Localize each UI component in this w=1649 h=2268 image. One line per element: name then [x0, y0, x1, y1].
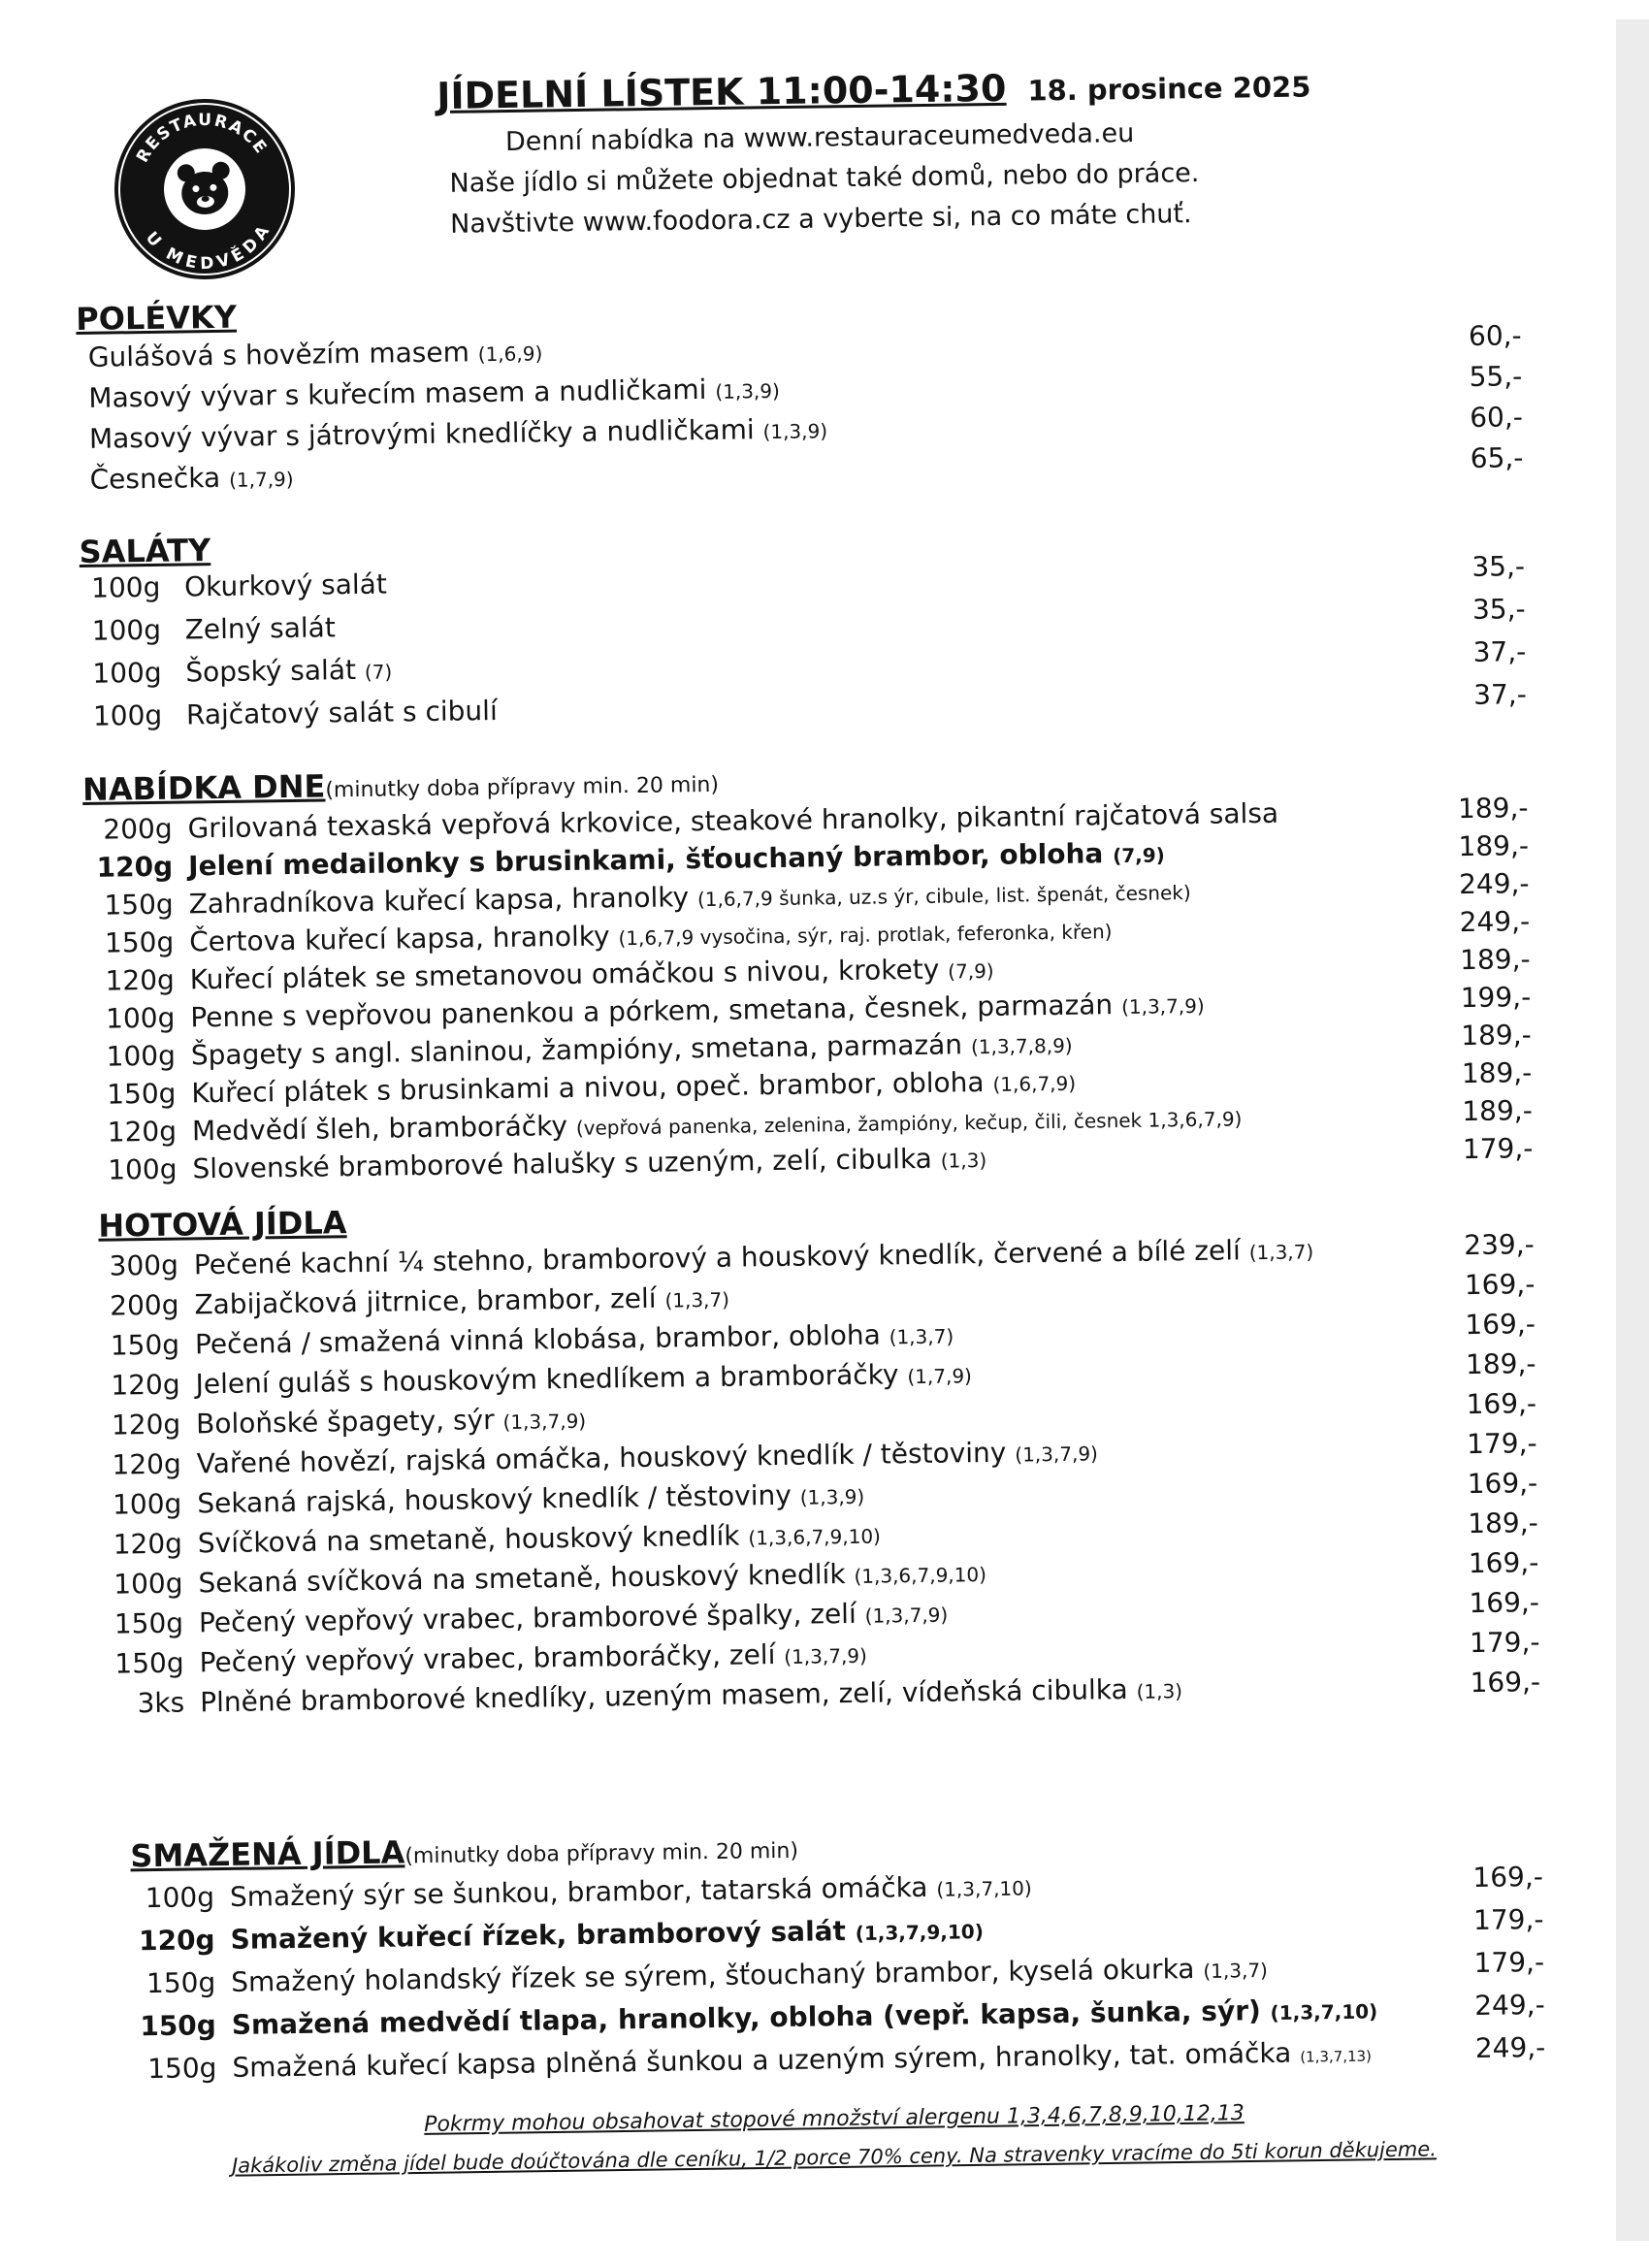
- item-price: 35,-: [1471, 593, 1526, 626]
- section-title-text: NABÍDKA DNE: [81, 767, 326, 808]
- item-allergens: (1,3,7,9): [864, 1603, 949, 1628]
- item-qty: 150g: [114, 1646, 184, 1680]
- item-name: Jelení medailonky s brusinkami, šťouchaný brambor, obloha (7,9): [187, 837, 1165, 883]
- menu-header: [369, 63, 1311, 240]
- menu-date: 18. prosince 2025: [1027, 70, 1311, 108]
- item-price: 199,-: [1460, 981, 1532, 1015]
- item-name: Smažená medvědí tlapa, hranolky, obloha (vepř. kapsa, šunka, sýr) (1,3,7,10): [231, 1994, 1378, 2041]
- item-allergens: (1,3,7,8,9): [970, 1033, 1073, 1059]
- item-qty: 150g: [147, 2052, 217, 2086]
- item-allergens: (1,3,7,9,10): [855, 1920, 985, 1945]
- item-qty: 100g: [108, 1152, 178, 1186]
- item-allergens: (vepřová panenka, zelenina, žampióny, kečup, čili, česnek 1,3,6,7,9): [575, 1107, 1243, 1140]
- header-line-2: Naše jídlo si můžete objednat také domů, nebo do práce.: [449, 158, 1200, 199]
- section-note: (minutky doba přípravy min. 20 min): [325, 772, 720, 803]
- item-qty: 120g: [111, 1368, 180, 1402]
- item-price: 35,-: [1471, 550, 1526, 583]
- item-allergens: (1,3,9): [762, 419, 828, 444]
- header-line-1: Denní nabídka na www.restauraceumedveda.eu: [504, 117, 1135, 158]
- item-qty: 120g: [138, 1924, 215, 1958]
- item-allergens: (1,3,7): [1248, 1240, 1314, 1265]
- item-price: 65,-: [1470, 441, 1524, 474]
- item-allergens: (1,3,7): [1203, 1959, 1269, 1983]
- item-name: Pečený vepřový vrabec, bramborové špalky, zelí (1,3,7,9): [198, 1597, 949, 1639]
- item-allergens: (1,3,7,13): [1300, 2047, 1373, 2066]
- header-line-3: Navštivte www.foodora.cz a vyberte si, na co máte chuť.: [449, 199, 1192, 240]
- item-qty: 150g: [104, 925, 175, 959]
- item-qty: 120g: [105, 963, 176, 997]
- item-name: Česnečka (1,7,9): [89, 461, 294, 496]
- item-name: Kuřecí plátek s brusinkami a nivou, opeč. brambor, obloha (1,6,7,9): [191, 1066, 1077, 1110]
- item-allergens: (1,6,7,9 vysočina, sýr, raj. protlak, feferonka, křen): [618, 920, 1113, 951]
- item-name: Masový vývar s játrovými knedlíčky a nudličkami (1,3,9): [88, 413, 828, 455]
- item-name: Gulášová s hovězím masem (1,6,9): [87, 336, 543, 373]
- menu-title-row: [436, 62, 1311, 117]
- item-name: Grilovaná texaská vepřová krkovice, steakové hranolky, pikantní rajčatová salsa: [187, 796, 1279, 845]
- item-qty: 150g: [113, 1606, 184, 1640]
- item-qty: 150g: [110, 1328, 180, 1362]
- allergen-note: Pokrmy mohou obsahovat stopové množství alergenu 1,3,4,6,7,8,9,10,12,13: [424, 2101, 1245, 2137]
- item-price: 169,-: [1470, 1666, 1541, 1700]
- item-allergens: (1,3,7): [889, 1324, 954, 1349]
- item-price: 169,-: [1466, 1387, 1537, 1421]
- item-allergens: (1,6,7,9 šunka, uz.s ýr, cibule, list. špenát, česnek): [696, 881, 1191, 912]
- item-name: Medvědí šleh, bramboráčky (vepřová panenka, zelenina, žampióny, kečup, čili, česnek 1,3,6,7,9): [191, 1107, 1243, 1148]
- item-price: 239,-: [1464, 1228, 1535, 1262]
- item-qty: 3ks: [137, 1686, 185, 1720]
- item-price: 189,-: [1461, 1019, 1532, 1053]
- item-price: 249,-: [1474, 2031, 1546, 2065]
- item-name: Kuřecí plátek se smetanovou omáčkou s nivou, krokety (7,9): [189, 953, 994, 996]
- item-price: 55,-: [1469, 360, 1523, 393]
- section-title: [98, 1204, 347, 1245]
- item-price: 169,-: [1464, 1268, 1536, 1302]
- item-price: 179,-: [1473, 1946, 1545, 1980]
- item-qty: 200g: [110, 1288, 179, 1322]
- scan-edge: [1616, 19, 1649, 2241]
- restaurant-logo: [109, 93, 302, 286]
- item-qty: 120g: [107, 1115, 178, 1149]
- item-name: Okurkový salát: [183, 567, 388, 603]
- item-name: Penne s vepřovou panenkou a pórkem, smetana, česnek, parmazán (1,3,7,9): [190, 988, 1205, 1034]
- section-salaty: [79, 513, 1528, 732]
- item-name: Zabijačková jitrnice, brambor, zelí (1,3,7): [194, 1281, 730, 1321]
- item-name: Zahradníkova kuřecí kapsa, hranolky (1,6,7,9 šunka, uz.s ýr, cibule, list. špenát, česnek): [188, 881, 1191, 921]
- item-qty: 150g: [146, 1966, 216, 2000]
- section-nabidka-dne: [81, 751, 1534, 1186]
- item-allergens: (1,3): [940, 1148, 987, 1173]
- item-name: Sekaná svíčková na smetaně, houskový knedlík (1,3,6,7,9,10): [198, 1558, 987, 1600]
- item-allergens: (7,9): [1112, 843, 1165, 868]
- item-price: 189,-: [1461, 1056, 1533, 1090]
- item-price: 169,-: [1467, 1467, 1538, 1501]
- policy-note: Jakákoliv změna jídel bude doúčtována dle ceníku, 1/2 porce 70% ceny. Na stravenky vracíme do 5ti korun děkujeme.: [231, 2137, 1438, 2178]
- item-name: Jelení guláš s houskovým knedlíkem a bramboráčky (1,7,9): [195, 1358, 973, 1401]
- item-allergens: (1,3,7,9): [1120, 993, 1205, 1020]
- item-allergens: (1,3,9): [715, 378, 781, 404]
- item-allergens: (7,9): [948, 958, 994, 984]
- section-title-text: SALÁTY: [79, 532, 211, 570]
- section-title: [82, 762, 719, 808]
- item-name: Rajčatový salát s cibulí: [185, 694, 498, 731]
- item-qty: 150g: [140, 2009, 217, 2043]
- section-hotova-jidla: [88, 1187, 1541, 1720]
- item-allergens: (1,3,6,7,9,10): [748, 1524, 882, 1550]
- item-price: 189,-: [1465, 1347, 1536, 1381]
- item-name: Smažený kuřecí řízek, bramborový salát (1,3,7,9,10): [230, 1915, 985, 1956]
- item-price: 189,-: [1468, 1507, 1538, 1540]
- item-qty: 120g: [111, 1408, 181, 1442]
- item-qty: 100g: [106, 1039, 177, 1073]
- section-note: (minutky doba přípravy min. 20 min): [404, 1838, 799, 1869]
- item-name: Slovenské bramborové halušky s uzeným, zelí, cibulka (1,3): [192, 1142, 987, 1185]
- item-allergens: (1,7,9): [907, 1364, 973, 1389]
- item-name: Smažená kuřecí kapsa plněná šunkou a uzeným sýrem, hranolky, tat. omáčka (1,3,7,13): [232, 2036, 1373, 2084]
- item-price: 189,-: [1458, 829, 1530, 863]
- item-price: 179,-: [1469, 1626, 1540, 1660]
- item-qty: 120g: [112, 1447, 181, 1481]
- item-name: Masový vývar s kuřecím masem a nudličkami (1,3,9): [88, 373, 781, 414]
- item-price: 60,-: [1469, 401, 1524, 434]
- item-qty: 120g: [113, 1527, 183, 1561]
- section-title: [79, 532, 210, 570]
- item-qty: 100g: [113, 1567, 183, 1601]
- item-allergens: (1,3,7,10): [1270, 1999, 1378, 2025]
- item-name: Pečená / smažená vinná klobása, brambor, obloha (1,3,7): [194, 1318, 954, 1361]
- item-name: Boloňské špagety, sýr (1,3,7,9): [195, 1404, 587, 1441]
- item-qty: 100g: [92, 656, 162, 690]
- item-qty: 120g: [96, 850, 174, 884]
- item-price: 169,-: [1469, 1586, 1540, 1620]
- item-name: Sekaná rajská, houskový knedlík / těstoviny (1,3,9): [197, 1478, 865, 1520]
- item-allergens: (1,3,7,9): [502, 1409, 587, 1434]
- item-name: Smažený sýr se šunkou, brambor, tatarská omáčka (1,3,7,10): [229, 1870, 1032, 1913]
- item-qty: 100g: [92, 698, 163, 732]
- item-price: 169,-: [1465, 1308, 1536, 1342]
- section-title-text: HOTOVÁ JÍDLA: [98, 1204, 347, 1245]
- item-price: 249,-: [1459, 905, 1531, 939]
- section-polevky: [76, 280, 1524, 496]
- item-qty: 100g: [91, 613, 162, 647]
- item-allergens: (1,3,6,7,9,10): [854, 1563, 987, 1588]
- item-allergens: (1,3,7): [664, 1287, 730, 1312]
- section-title: [130, 1829, 798, 1875]
- item-name: Svíčková na smetaně, houskový knedlík (1,3,6,7,9,10): [197, 1519, 882, 1560]
- item-allergens: (1,3,7,9): [1015, 1442, 1099, 1467]
- item-allergens: (1,3,7,10): [936, 1876, 1032, 1901]
- item-price: 179,-: [1466, 1427, 1537, 1461]
- item-price: 37,-: [1472, 678, 1528, 711]
- item-name: Pečený vepřový vrabec, bramboráčky, zelí (1,3,7,9): [199, 1638, 868, 1679]
- item-qty: 150g: [104, 888, 174, 922]
- item-qty: 100g: [145, 1881, 215, 1915]
- logo-text-bottom: U MEDVĚDA: [141, 220, 275, 275]
- item-allergens: (1,3,7,9): [784, 1643, 868, 1669]
- item-price: 249,-: [1473, 1989, 1545, 2023]
- item-allergens: (7): [364, 660, 393, 684]
- item-name: Šopský salát (7): [185, 654, 393, 689]
- item-qty: 100g: [105, 1001, 176, 1035]
- item-price: 249,-: [1458, 867, 1530, 901]
- item-price: 189,-: [1462, 1094, 1534, 1128]
- item-allergens: (1,3): [1136, 1679, 1183, 1703]
- item-allergens: (1,3,9): [799, 1484, 865, 1509]
- item-name: Vařené hovězí, rajská omáčka, houskový knedlík / těstoviny (1,3,7,9): [196, 1436, 1099, 1480]
- section-title-text: SMAŽENÁ JÍDLA: [130, 1833, 405, 1875]
- section-title: [76, 299, 237, 338]
- item-qty: 100g: [90, 570, 161, 604]
- menu-title: JÍDELNÍ LÍSTEK 11:00-14:30: [436, 66, 1007, 118]
- section-title-text: POLÉVKY: [76, 298, 238, 338]
- item-name: Zelný salát: [184, 611, 337, 646]
- logo-text-top: RESTAURACE: [133, 110, 272, 167]
- item-qty: 200g: [103, 812, 173, 846]
- item-name: Pečené kachní ¼ stehno, bramborový a houskový knedlík, červené a bílé zelí (1,3,7): [193, 1234, 1314, 1281]
- item-qty: 150g: [106, 1077, 177, 1111]
- item-name: Čertova kuřecí kapsa, hranolky (1,6,7,9 vysočina, sýr, raj. protlak, feferonka, křen): [189, 920, 1113, 958]
- item-price: 179,-: [1462, 1132, 1534, 1166]
- item-price: 179,-: [1472, 1903, 1544, 1937]
- item-price: 169,-: [1468, 1546, 1539, 1580]
- item-allergens: (1,7,9): [228, 467, 294, 492]
- item-name: Špagety s angl. slaninou, žampióny, smetana, parmazán (1,3,7,8,9): [190, 1028, 1073, 1072]
- item-allergens: (1,6,9): [477, 341, 543, 367]
- item-price: 169,-: [1472, 1861, 1544, 1895]
- item-price: 60,-: [1468, 319, 1522, 352]
- item-price: 37,-: [1472, 635, 1527, 668]
- item-price: 189,-: [1457, 792, 1529, 826]
- item-price: 189,-: [1459, 943, 1531, 977]
- item-qty: 100g: [112, 1487, 182, 1521]
- item-allergens: (1,6,7,9): [992, 1071, 1077, 1096]
- item-name: Smažený holandský řízek se sýrem, šťouchaný brambor, kyselá okurka (1,3,7): [230, 1953, 1269, 1998]
- item-qty: 300g: [109, 1248, 179, 1282]
- section-smazena-jidla: [97, 1818, 1546, 2086]
- item-name: Plněné bramborové knedlíky, uzeným masem, zelí, vídeňská cibulka (1,3): [199, 1672, 1183, 1719]
- menu-content: [76, 280, 1546, 2086]
